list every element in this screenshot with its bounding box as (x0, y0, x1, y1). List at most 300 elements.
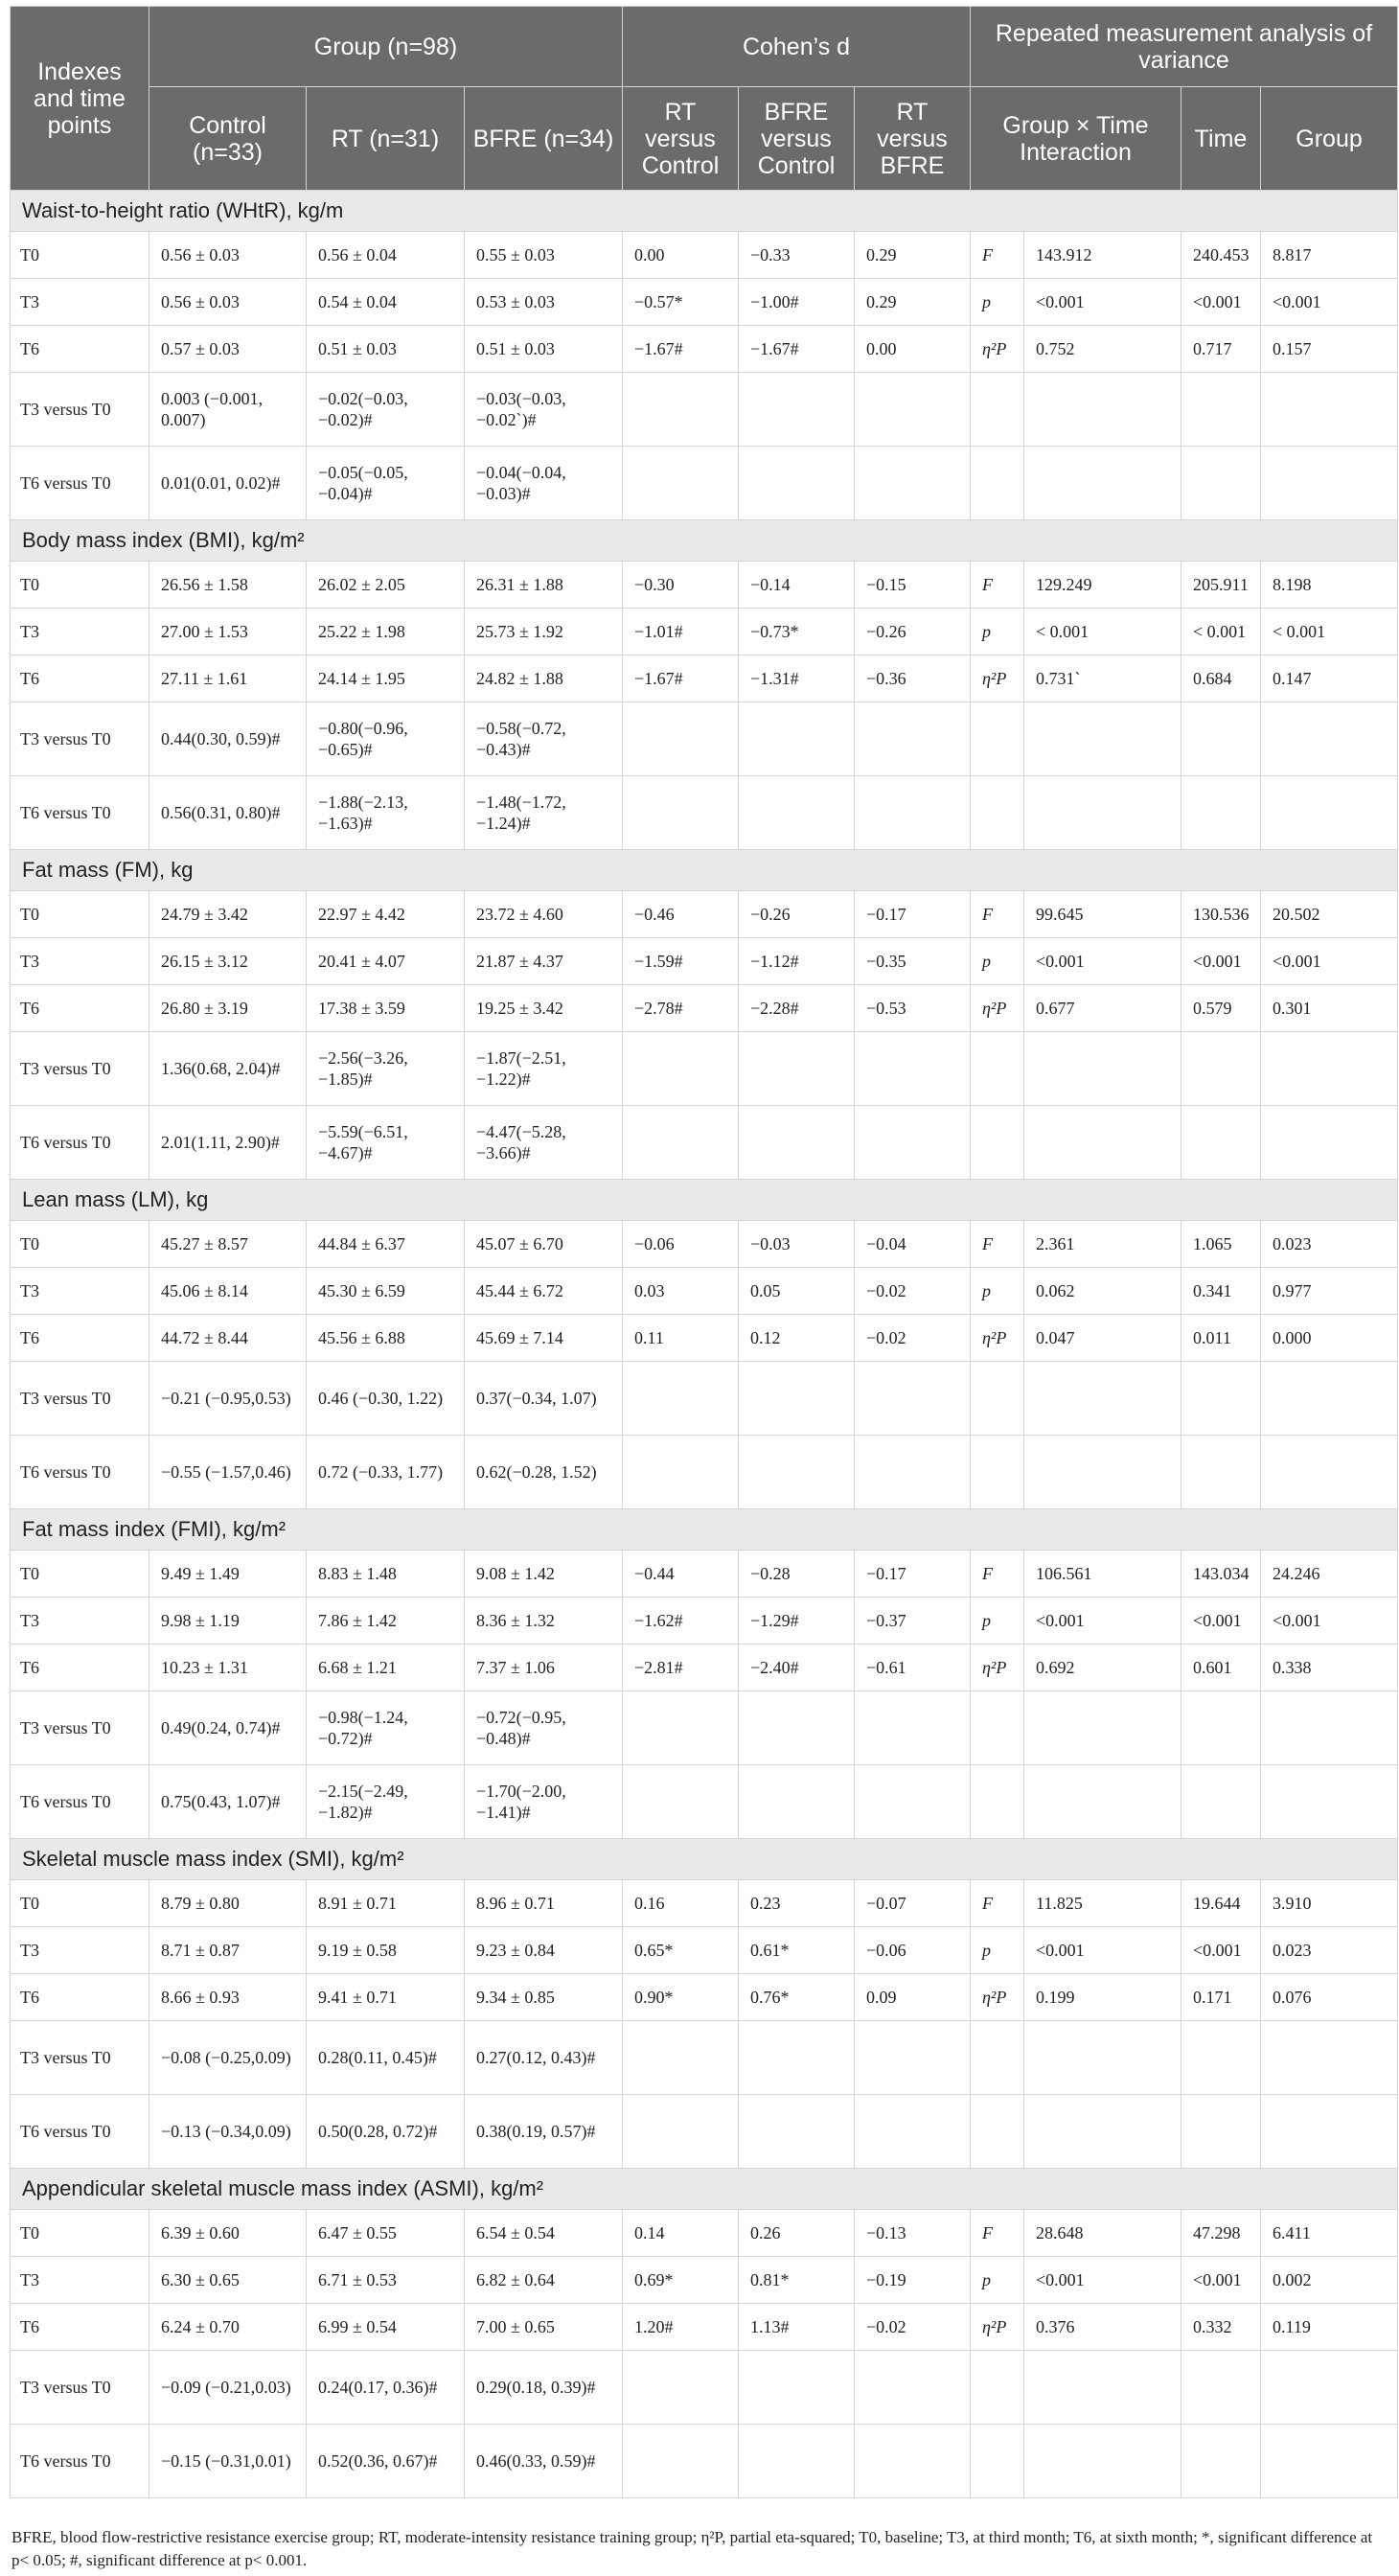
empty-cell (623, 702, 739, 776)
cell-d-bfre-ctrl: 0.76* (739, 1974, 855, 2021)
cell-group: 8.198 (1261, 562, 1398, 609)
cell-group: <0.001 (1261, 279, 1398, 326)
cell-interaction: <0.001 (1024, 1927, 1181, 1974)
cell-d-rt-bfre: −0.04 (855, 1221, 971, 1268)
cell-d-rt-bfre: −0.02 (855, 1315, 971, 1362)
cell-control: 0.003 (−0.001, 0.007) (149, 373, 307, 447)
table-row (11, 1880, 1398, 1927)
cell-d-bfre-ctrl: −0.26 (739, 891, 855, 938)
empty-cell (739, 373, 855, 447)
empty-cell (971, 1362, 1024, 1436)
cell-label: T6 (11, 656, 149, 702)
cell-stat: p (971, 1598, 1024, 1644)
empty-cell (1261, 1032, 1398, 1106)
cell-bfre: 9.23 ± 0.84 (465, 1927, 623, 1974)
section-title: Appendicular skeletal muscle mass index (ASMI), kg/m² (11, 2169, 1398, 2210)
cell-group: 0.157 (1261, 326, 1398, 373)
table-row (11, 1765, 1398, 1839)
cell-time: 0.601 (1181, 1644, 1261, 1691)
empty-cell (623, 2095, 739, 2169)
cell-bfre: 8.96 ± 0.71 (465, 1880, 623, 1927)
section-header-row (11, 191, 1398, 232)
cell-bfre: 8.36 ± 1.32 (465, 1598, 623, 1644)
empty-cell (1181, 447, 1261, 520)
cell-control: 10.23 ± 1.31 (149, 1644, 307, 1691)
table-row (11, 279, 1398, 326)
empty-cell (1024, 2021, 1181, 2095)
cell-bfre: 0.37(−0.34, 1.07) (465, 1362, 623, 1436)
cell-group: 0.023 (1261, 1221, 1398, 1268)
cell-d-rt-ctrl: −1.01# (623, 609, 739, 656)
cell-d-rt-bfre: 0.09 (855, 1974, 971, 2021)
cell-bfre: 26.31 ± 1.88 (465, 562, 623, 609)
cell-group: 24.246 (1261, 1551, 1398, 1598)
empty-cell (1261, 373, 1398, 447)
cell-control: 26.15 ± 3.12 (149, 938, 307, 985)
cell-label: T3 (11, 1268, 149, 1315)
empty-cell (1261, 1691, 1398, 1765)
cell-d-bfre-ctrl: −0.73* (739, 609, 855, 656)
cell-control: 0.57 ± 0.03 (149, 326, 307, 373)
section-header-row (11, 520, 1398, 562)
cell-d-bfre-ctrl: −0.28 (739, 1551, 855, 1598)
empty-cell (623, 1106, 739, 1180)
cell-rt: 0.56 ± 0.04 (307, 232, 465, 279)
empty-cell (1261, 1436, 1398, 1509)
cell-rt: 0.46 (−0.30, 1.22) (307, 1362, 465, 1436)
empty-cell (623, 1691, 739, 1765)
table-row (11, 562, 1398, 609)
cell-d-rt-bfre: −0.37 (855, 1598, 971, 1644)
cell-group: 0.301 (1261, 985, 1398, 1032)
cell-d-rt-bfre: −0.02 (855, 2304, 971, 2351)
cell-rt: 7.86 ± 1.42 (307, 1598, 465, 1644)
cell-group: 0.977 (1261, 1268, 1398, 1315)
cell-stat: F (971, 562, 1024, 609)
cell-stat: F (971, 891, 1024, 938)
empty-cell (855, 2425, 971, 2498)
cell-label: T3 (11, 938, 149, 985)
empty-cell (1024, 1032, 1181, 1106)
cell-stat: η²P (971, 1315, 1024, 1362)
cell-d-rt-ctrl: 1.20# (623, 2304, 739, 2351)
empty-cell (1024, 702, 1181, 776)
table-row (11, 1436, 1398, 1509)
empty-cell (1181, 2095, 1261, 2169)
cell-bfre: 0.38(0.19, 0.57)# (465, 2095, 623, 2169)
cell-rt: 0.54 ± 0.04 (307, 279, 465, 326)
cell-rt: 6.71 ± 0.53 (307, 2257, 465, 2304)
cell-interaction: 0.731` (1024, 656, 1181, 702)
cell-group: 0.000 (1261, 1315, 1398, 1362)
cell-time: 0.332 (1181, 2304, 1261, 2351)
cell-d-rt-bfre: −0.26 (855, 609, 971, 656)
empty-cell (1024, 1106, 1181, 1180)
cell-label: T3 (11, 1598, 149, 1644)
cell-label: T3 (11, 2257, 149, 2304)
cell-label: T6 (11, 2304, 149, 2351)
empty-cell (855, 1362, 971, 1436)
cell-group: 0.338 (1261, 1644, 1398, 1691)
cell-group: 6.411 (1261, 2210, 1398, 2257)
cell-d-rt-bfre: −0.17 (855, 1551, 971, 1598)
cell-rt: −2.56(−3.26, −1.85)# (307, 1032, 465, 1106)
cell-group: <0.001 (1261, 938, 1398, 985)
cell-bfre: 25.73 ± 1.92 (465, 609, 623, 656)
table-row (11, 776, 1398, 850)
cell-label: T0 (11, 232, 149, 279)
section-title: Body mass index (BMI), kg/m² (11, 520, 1398, 562)
empty-cell (971, 373, 1024, 447)
cell-control: 0.01(0.01, 0.02)# (149, 447, 307, 520)
cell-bfre: 21.87 ± 4.37 (465, 938, 623, 985)
table-row (11, 2021, 1398, 2095)
cell-control: 27.11 ± 1.61 (149, 656, 307, 702)
empty-cell (971, 1106, 1024, 1180)
cell-bfre: −0.72(−0.95, −0.48)# (465, 1691, 623, 1765)
cell-label: T3 versus T0 (11, 2021, 149, 2095)
cell-control: 0.75(0.43, 1.07)# (149, 1765, 307, 1839)
table-row (11, 656, 1398, 702)
cell-rt: 6.47 ± 0.55 (307, 2210, 465, 2257)
header-rt: RT (n=31) (307, 87, 465, 191)
empty-cell (739, 447, 855, 520)
cell-d-rt-ctrl: −1.67# (623, 656, 739, 702)
cell-control: 44.72 ± 8.44 (149, 1315, 307, 1362)
cell-control: −0.55 (−1.57,0.46) (149, 1436, 307, 1509)
cell-interaction: 0.376 (1024, 2304, 1181, 2351)
header-time: Time (1181, 87, 1261, 191)
cell-label: T3 (11, 609, 149, 656)
cell-control: 9.49 ± 1.49 (149, 1551, 307, 1598)
cell-rt: 6.68 ± 1.21 (307, 1644, 465, 1691)
cell-bfre: −1.87(−2.51, −1.22)# (465, 1032, 623, 1106)
table-row (11, 1598, 1398, 1644)
empty-cell (855, 776, 971, 850)
cell-label: T6 versus T0 (11, 1436, 149, 1509)
empty-cell (855, 1106, 971, 1180)
cell-label: T6 versus T0 (11, 447, 149, 520)
cell-time: 0.579 (1181, 985, 1261, 1032)
cell-rt: 6.99 ± 0.54 (307, 2304, 465, 2351)
cell-d-rt-ctrl: 0.14 (623, 2210, 739, 2257)
cell-label: T0 (11, 1221, 149, 1268)
cell-stat: p (971, 938, 1024, 985)
cell-time: <0.001 (1181, 2257, 1261, 2304)
cell-label: T0 (11, 891, 149, 938)
cell-d-rt-bfre: −0.07 (855, 1880, 971, 1927)
cell-bfre: 19.25 ± 3.42 (465, 985, 623, 1032)
cell-d-rt-bfre: −0.15 (855, 562, 971, 609)
cell-d-rt-ctrl: −1.59# (623, 938, 739, 985)
cell-d-bfre-ctrl: −2.40# (739, 1644, 855, 1691)
cell-d-bfre-ctrl: 0.23 (739, 1880, 855, 1927)
cell-stat: F (971, 232, 1024, 279)
cell-stat: η²P (971, 2304, 1024, 2351)
section-title: Waist-to-height ratio (WHtR), kg/m (11, 191, 1398, 232)
cell-d-rt-bfre: −0.61 (855, 1644, 971, 1691)
cell-d-bfre-ctrl: −1.12# (739, 938, 855, 985)
cell-stat: F (971, 1880, 1024, 1927)
cell-d-rt-ctrl: 0.65* (623, 1927, 739, 1974)
cell-interaction: 0.752 (1024, 326, 1181, 373)
empty-cell (739, 2095, 855, 2169)
cell-rt: −1.88(−2.13, −1.63)# (307, 776, 465, 850)
cell-interaction: <0.001 (1024, 279, 1181, 326)
cell-d-rt-bfre: −0.53 (855, 985, 971, 1032)
cell-control: 2.01(1.11, 2.90)# (149, 1106, 307, 1180)
cell-interaction: 0.199 (1024, 1974, 1181, 2021)
empty-cell (1261, 776, 1398, 850)
empty-cell (1261, 2425, 1398, 2498)
cell-label: T6 versus T0 (11, 2425, 149, 2498)
cell-bfre: 9.08 ± 1.42 (465, 1551, 623, 1598)
cell-stat: p (971, 1268, 1024, 1315)
empty-cell (1261, 1765, 1398, 1839)
empty-cell (739, 1765, 855, 1839)
cell-bfre: 0.53 ± 0.03 (465, 279, 623, 326)
cell-time: 47.298 (1181, 2210, 1261, 2257)
cell-stat: η²P (971, 326, 1024, 373)
cell-control: 24.79 ± 3.42 (149, 891, 307, 938)
cell-rt: 20.41 ± 4.07 (307, 938, 465, 985)
cell-rt: −0.05(−0.05, −0.04)# (307, 447, 465, 520)
header-group-time: Group × Time Interaction (971, 87, 1181, 191)
cell-d-rt-bfre: 0.29 (855, 279, 971, 326)
cell-interaction: 28.648 (1024, 2210, 1181, 2257)
cell-d-bfre-ctrl: −0.33 (739, 232, 855, 279)
empty-cell (971, 447, 1024, 520)
cell-label: T6 (11, 1644, 149, 1691)
cell-time: 0.011 (1181, 1315, 1261, 1362)
cell-stat: F (971, 1551, 1024, 1598)
cell-bfre: 0.55 ± 0.03 (465, 232, 623, 279)
cell-d-bfre-ctrl: −1.00# (739, 279, 855, 326)
cell-group: 3.910 (1261, 1880, 1398, 1927)
cell-bfre: 24.82 ± 1.88 (465, 656, 623, 702)
cell-rt: −2.15(−2.49, −1.82)# (307, 1765, 465, 1839)
cell-control: −0.08 (−0.25,0.09) (149, 2021, 307, 2095)
empty-cell (1024, 1691, 1181, 1765)
empty-cell (1024, 2095, 1181, 2169)
section-header-row (11, 1180, 1398, 1221)
empty-cell (623, 373, 739, 447)
empty-cell (971, 2095, 1024, 2169)
empty-cell (739, 1362, 855, 1436)
table-row (11, 2304, 1398, 2351)
header-indexes: Indexes and time points (11, 7, 149, 191)
cell-d-rt-bfre: 0.29 (855, 232, 971, 279)
cell-rt: 0.50(0.28, 0.72)# (307, 2095, 465, 2169)
cell-label: T6 (11, 985, 149, 1032)
empty-cell (855, 1436, 971, 1509)
cell-control: 0.44(0.30, 0.59)# (149, 702, 307, 776)
empty-cell (623, 447, 739, 520)
cell-d-rt-ctrl: −0.30 (623, 562, 739, 609)
table-row (11, 1032, 1398, 1106)
cell-stat: F (971, 1221, 1024, 1268)
empty-cell (971, 1032, 1024, 1106)
section-title: Fat mass index (FMI), kg/m² (11, 1509, 1398, 1551)
table-row (11, 2257, 1398, 2304)
cell-d-rt-ctrl: −0.44 (623, 1551, 739, 1598)
cell-stat: η²P (971, 985, 1024, 1032)
cell-interaction: <0.001 (1024, 1598, 1181, 1644)
cell-stat: p (971, 1927, 1024, 1974)
cell-control: 8.66 ± 0.93 (149, 1974, 307, 2021)
empty-cell (739, 2351, 855, 2425)
cell-d-bfre-ctrl: 1.13# (739, 2304, 855, 2351)
cell-bfre: 0.51 ± 0.03 (465, 326, 623, 373)
empty-cell (1261, 1106, 1398, 1180)
empty-cell (739, 1436, 855, 1509)
cell-rt: 17.38 ± 3.59 (307, 985, 465, 1032)
empty-cell (855, 447, 971, 520)
cell-rt: 0.51 ± 0.03 (307, 326, 465, 373)
cell-control: 0.56 ± 0.03 (149, 232, 307, 279)
cell-time: 0.684 (1181, 656, 1261, 702)
cell-interaction: 2.361 (1024, 1221, 1181, 1268)
cell-label: T6 versus T0 (11, 776, 149, 850)
table-row (11, 938, 1398, 985)
empty-cell (739, 2021, 855, 2095)
cell-d-rt-bfre: −0.35 (855, 938, 971, 985)
cell-time: 205.911 (1181, 562, 1261, 609)
cell-rt: 25.22 ± 1.98 (307, 609, 465, 656)
empty-cell (1024, 2351, 1181, 2425)
table-row (11, 1315, 1398, 1362)
table-row (11, 1974, 1398, 2021)
cell-interaction: 129.249 (1024, 562, 1181, 609)
cell-rt: 22.97 ± 4.42 (307, 891, 465, 938)
empty-cell (1261, 702, 1398, 776)
empty-cell (1181, 1362, 1261, 1436)
cell-control: 0.56 ± 0.03 (149, 279, 307, 326)
cell-rt: 26.02 ± 2.05 (307, 562, 465, 609)
cell-time: 0.341 (1181, 1268, 1261, 1315)
cell-stat: F (971, 2210, 1024, 2257)
cell-time: 130.536 (1181, 891, 1261, 938)
cell-bfre: 0.29(0.18, 0.39)# (465, 2351, 623, 2425)
empty-cell (623, 1765, 739, 1839)
table-row (11, 2095, 1398, 2169)
cell-d-bfre-ctrl: 0.26 (739, 2210, 855, 2257)
empty-cell (1181, 1691, 1261, 1765)
cell-d-bfre-ctrl: −0.14 (739, 562, 855, 609)
cell-interaction: <0.001 (1024, 938, 1181, 985)
cell-interaction: 11.825 (1024, 1880, 1181, 1927)
cell-d-rt-ctrl: −0.57* (623, 279, 739, 326)
empty-cell (971, 1691, 1024, 1765)
empty-cell (1024, 1362, 1181, 1436)
table-row (11, 702, 1398, 776)
empty-cell (623, 1032, 739, 1106)
cell-d-bfre-ctrl: 0.12 (739, 1315, 855, 1362)
header-control: Control (n=33) (149, 87, 307, 191)
header-bfre-vs-control: BFRE versus Control (739, 87, 855, 191)
cell-d-rt-bfre: −0.17 (855, 891, 971, 938)
cell-rt: 45.30 ± 6.59 (307, 1268, 465, 1315)
cell-control: −0.15 (−0.31,0.01) (149, 2425, 307, 2498)
cell-group: 0.023 (1261, 1927, 1398, 1974)
cell-label: T3 versus T0 (11, 1032, 149, 1106)
cell-bfre: 45.69 ± 7.14 (465, 1315, 623, 1362)
empty-cell (739, 2425, 855, 2498)
cell-control: 26.56 ± 1.58 (149, 562, 307, 609)
cell-group: < 0.001 (1261, 609, 1398, 656)
cell-control: 8.71 ± 0.87 (149, 1927, 307, 1974)
empty-cell (1261, 2021, 1398, 2095)
cell-interaction: < 0.001 (1024, 609, 1181, 656)
cell-d-rt-ctrl: −2.78# (623, 985, 739, 1032)
cell-label: T3 (11, 279, 149, 326)
cell-time: 143.034 (1181, 1551, 1261, 1598)
empty-cell (855, 2351, 971, 2425)
empty-cell (971, 776, 1024, 850)
empty-cell (623, 776, 739, 850)
table-row (11, 1268, 1398, 1315)
cell-control: 27.00 ± 1.53 (149, 609, 307, 656)
cell-label: T0 (11, 2210, 149, 2257)
table-row (11, 1927, 1398, 1974)
cell-label: T3 versus T0 (11, 373, 149, 447)
cell-time: <0.001 (1181, 938, 1261, 985)
cell-rt: 9.19 ± 0.58 (307, 1927, 465, 1974)
table-row (11, 985, 1398, 1032)
cell-rt: 0.52(0.36, 0.67)# (307, 2425, 465, 2498)
empty-cell (623, 2021, 739, 2095)
empty-cell (971, 702, 1024, 776)
cell-bfre: 7.37 ± 1.06 (465, 1644, 623, 1691)
empty-cell (739, 1032, 855, 1106)
empty-cell (1261, 2095, 1398, 2169)
cell-rt: −5.59(−6.51, −4.67)# (307, 1106, 465, 1180)
cell-group: 0.119 (1261, 2304, 1398, 2351)
cell-rt: −0.80(−0.96, −0.65)# (307, 702, 465, 776)
cell-stat: η²P (971, 1644, 1024, 1691)
empty-cell (1024, 1436, 1181, 1509)
empty-cell (1024, 447, 1181, 520)
cell-control: 8.79 ± 0.80 (149, 1880, 307, 1927)
cell-d-bfre-ctrl: −1.67# (739, 326, 855, 373)
cell-bfre: 23.72 ± 4.60 (465, 891, 623, 938)
empty-cell (1261, 2351, 1398, 2425)
cell-bfre: 45.44 ± 6.72 (465, 1268, 623, 1315)
section-title: Fat mass (FM), kg (11, 850, 1398, 891)
empty-cell (971, 1765, 1024, 1839)
cell-time: 1.065 (1181, 1221, 1261, 1268)
table-row (11, 609, 1398, 656)
table-row (11, 2425, 1398, 2498)
cell-d-rt-ctrl: 0.11 (623, 1315, 739, 1362)
cell-label: T3 versus T0 (11, 1691, 149, 1765)
table-row (11, 1106, 1398, 1180)
cell-rt: −0.02(−0.03, −0.02)# (307, 373, 465, 447)
cell-bfre: 45.07 ± 6.70 (465, 1221, 623, 1268)
empty-cell (971, 2351, 1024, 2425)
cell-group: 0.147 (1261, 656, 1398, 702)
cell-group: 0.002 (1261, 2257, 1398, 2304)
empty-cell (855, 2021, 971, 2095)
header-bfre: BFRE (n=34) (465, 87, 623, 191)
cell-d-bfre-ctrl: 0.61* (739, 1927, 855, 1974)
cell-d-rt-ctrl: 0.00 (623, 232, 739, 279)
cell-rt: 8.83 ± 1.48 (307, 1551, 465, 1598)
cell-group: 20.502 (1261, 891, 1398, 938)
table-row (11, 891, 1398, 938)
empty-cell (1261, 1362, 1398, 1436)
cell-time: 0.717 (1181, 326, 1261, 373)
